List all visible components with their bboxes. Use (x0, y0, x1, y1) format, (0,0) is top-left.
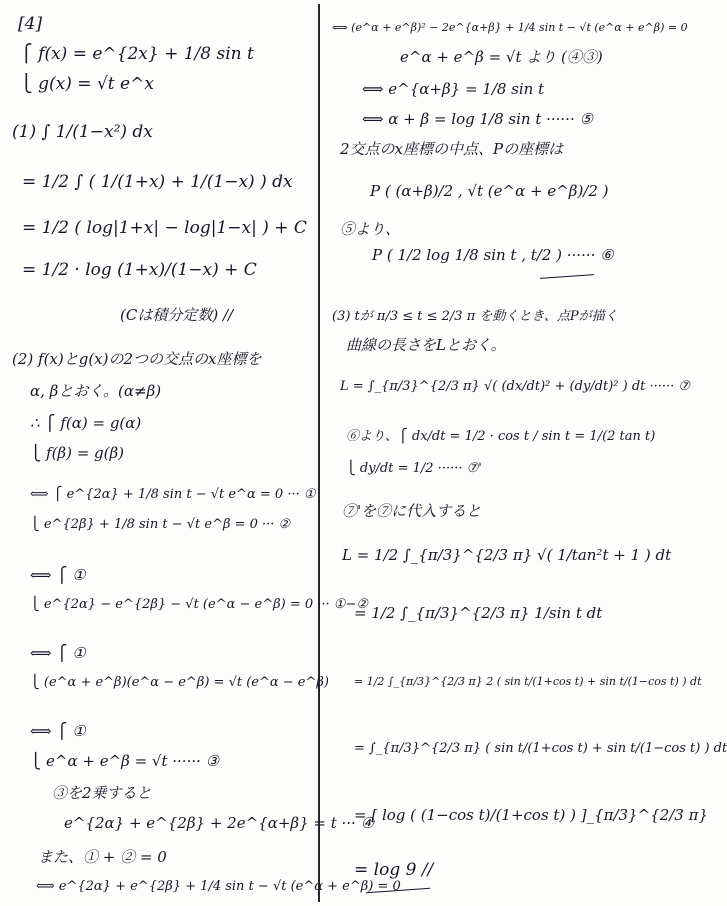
part2-eq-5a: ⟺ ⎧ ① (30, 722, 86, 740)
part3-step5: = [ log ( (1−cos t)/(1+cos t) ) ]_{π/3}^{2/3 π} (354, 806, 709, 824)
part3-derivative-x: ⑥より、⎧ dx/dt = 1/2 · cos t / sin t = 1/(2 tan t) (346, 429, 656, 444)
part3-length-formula: L = ∫_{π/3}^{2/3 π} √( (dx/dt)² + (dy/dt)² ) dt ······ ⑦ (340, 379, 691, 394)
part1-result: = 1/2 · log (1+x)/(1−x) + C (22, 260, 257, 280)
column-divider (318, 4, 320, 902)
part1-step1: = 1/2 ∫ ( 1/(1+x) + 1/(1−x) ) dx (22, 172, 293, 192)
part2-eq-7: ⟺ e^{2α} + e^{2β} + 1/4 sin t − √t (e^α + e^β) = 0 (36, 879, 401, 894)
part1-integral: (1) ∫ 1/(1−x²) dx (12, 122, 153, 142)
part1-constant-note: (Cは積分定数) // (120, 306, 234, 324)
part2-intro-1: (2) f(x)とg(x)の2つの交点のx座標を (12, 350, 262, 368)
result-underline (540, 274, 594, 279)
part3-substitution-note: ⑦'を⑦に代入すると (342, 502, 482, 520)
part2-intro-2: α, βとおく。(α≠β) (30, 382, 162, 400)
part2-eq-10: ⟺ α + β = log 1/8 sin t ······ ⑤ (362, 110, 593, 128)
part2-eq-5b: ⎩ e^α + e^β = √t ······ ③ (30, 752, 220, 770)
part2-eq-3b: ⎩ e^{2α} − e^{2β} − √t (e^α − e^β) = 0 ··· ①−② (30, 597, 368, 612)
part2-eq-1: ⟺ ⎧ e^{2α} + 1/8 sin t − √t e^α = 0 ··· ① (30, 487, 316, 502)
part2-eq-3a: ⟺ ⎧ ① (30, 566, 86, 584)
part3-step2: = 1/2 ∫_{π/3}^{2/3 π} 1/sin t dt (354, 604, 603, 622)
part2-midpoint-note: 2交点のx座標の中点、Pの座標は (340, 140, 564, 158)
part2-point-p: P ( (α+β)/2 , √t (e^α + e^β)/2 ) (370, 182, 609, 200)
part2-eq-8: ⟺ (e^α + e^β)² − 2e^{α+β} + 1/4 sin t − √t (e^α + e^β) = 0 (332, 21, 688, 34)
part1-step2: = 1/2 ( log|1+x| − log|1−x| ) + C (22, 218, 307, 238)
part3-step1: L = 1/2 ∫_{π/3}^{2/3 π} √( 1/tan²t + 1 ) dt (342, 546, 672, 564)
part2-eq-2: ⎩ e^{2β} + 1/8 sin t − √t e^β = 0 ··· ② (30, 517, 291, 532)
part2-eq-4a: ⟺ ⎧ ① (30, 644, 86, 662)
part3-intro-2: 曲線の長さをLとおく。 (346, 336, 506, 354)
part2-substitution-note: e^α + e^β = √t より (④③) (400, 48, 603, 66)
definition-f: ⎧ f(x) = e^{2x} + 1/8 sin t (20, 44, 254, 64)
part2-sum-note: また、① + ② = 0 (38, 848, 167, 866)
part2-result-p: P ( 1/2 log 1/8 sin t , t/2 ) ······ ⑥ (372, 246, 614, 264)
part2-eq-9: ⟺ e^{α+β} = 1/8 sin t (362, 80, 545, 98)
part2-eq-4b: ⎩ (e^α + e^β)(e^α − e^β) = √t (e^α − e^β) (30, 675, 329, 690)
part2-system-1: ∴ ⎧ f(α) = g(α) (30, 414, 142, 432)
part2-eq-6: e^{2α} + e^{2β} + 2e^{α+β} = t ··· ④ (64, 814, 375, 832)
problem-number: [4] (18, 14, 43, 34)
part2-square-note: ③を2乗すると (52, 784, 152, 802)
part3-derivative-y: ⎩ dy/dt = 1/2 ······ ⑦' (346, 461, 482, 476)
part3-intro-1: (3) tが π/3 ≤ t ≤ 2/3 π を動くとき、点Pが描く (332, 309, 618, 324)
definition-g: ⎩ g(x) = √t e^x (20, 74, 154, 94)
part3-step4: = ∫_{π/3}^{2/3 π} ( sin t/(1+cos t) + sin t/(1−cos t) ) dt (354, 741, 727, 756)
part2-system-2: ⎩ f(β) = g(β) (30, 444, 125, 462)
part3-step3: = 1/2 ∫_{π/3}^{2/3 π} 2 ( sin t/(1+cos t) + sin t/(1−cos t) ) dt (354, 675, 702, 688)
part3-result: = log 9 // (354, 860, 434, 880)
part2-from-5: ⑤より、 (340, 220, 401, 238)
